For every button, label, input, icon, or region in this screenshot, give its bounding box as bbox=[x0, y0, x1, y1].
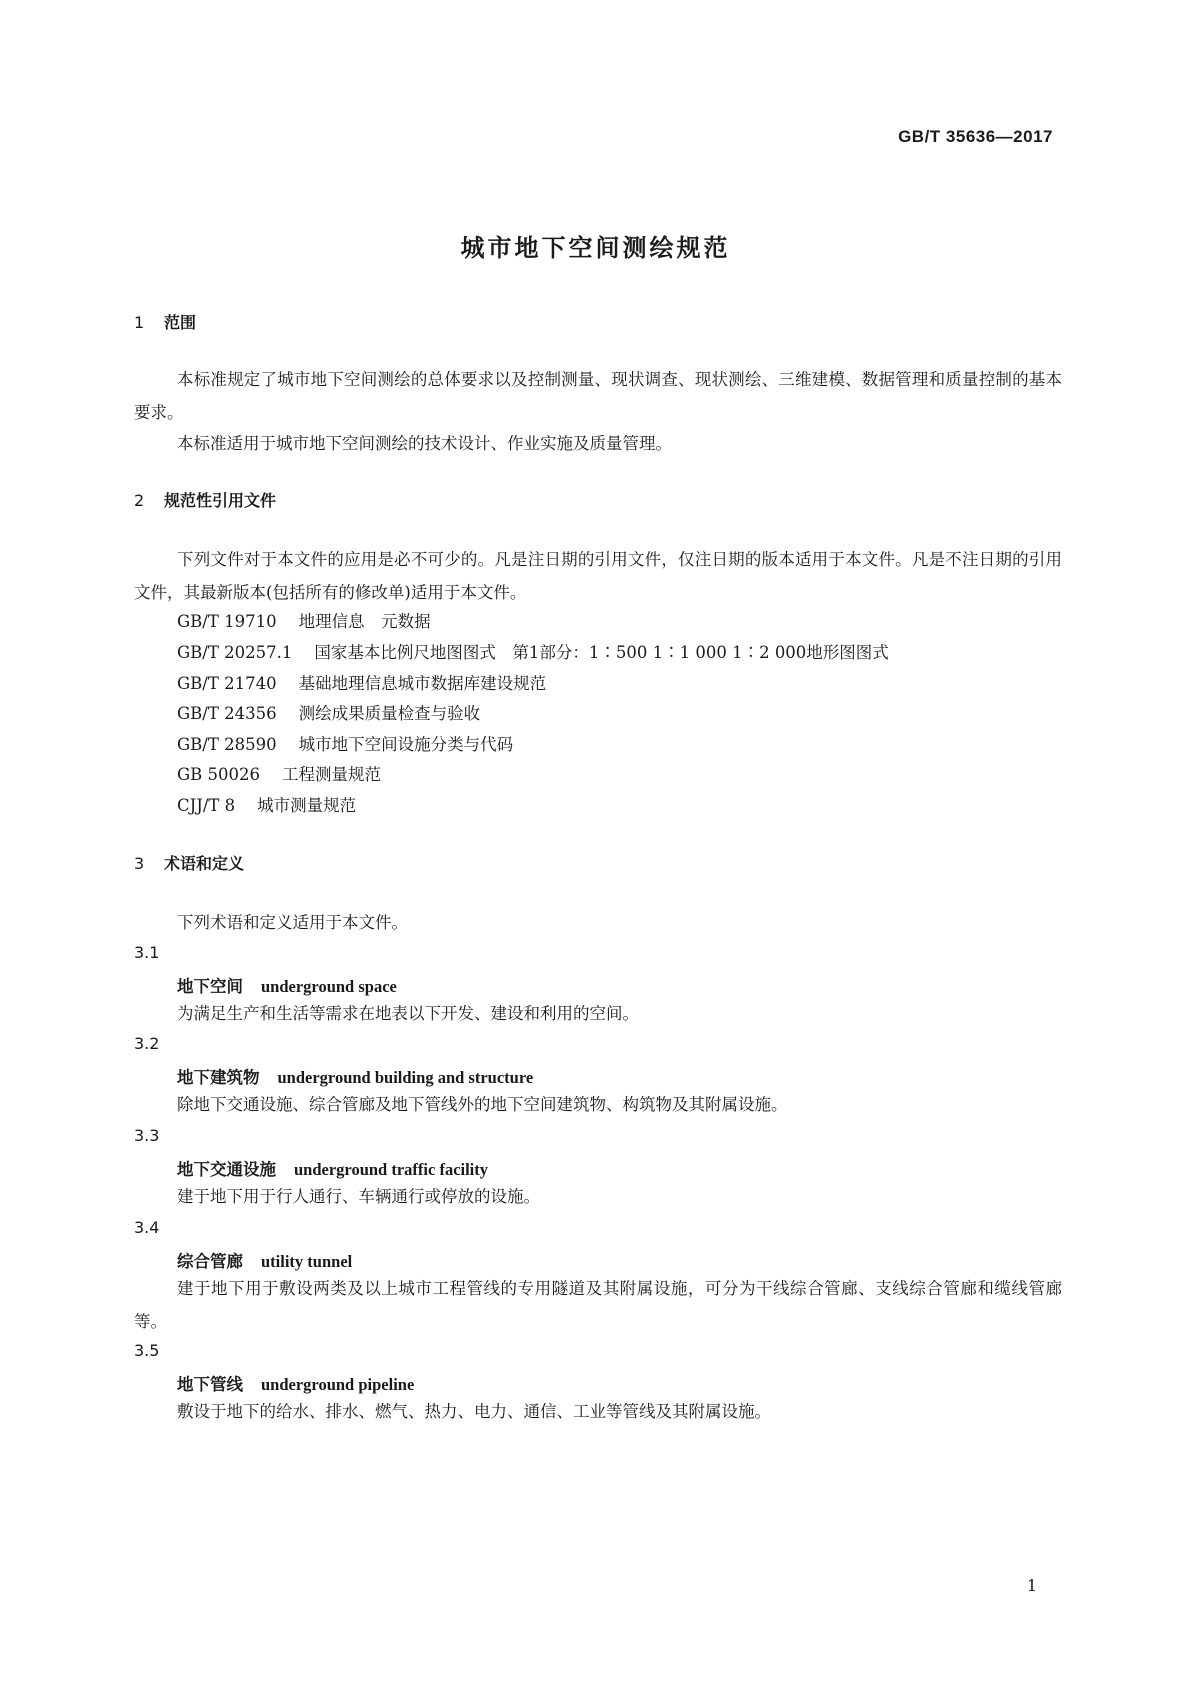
document-title: 城市地下空间测绘规范 bbox=[460, 234, 731, 262]
reference-item bbox=[177, 639, 889, 663]
reference-code: CJJ/T 8 bbox=[177, 796, 236, 815]
term-definition: 建于地下用于敷设两类及以上城市工程管线的专用隧道及其附属设施，可分为干线综合管廊、支线综合管廊和缆线管廊等。 bbox=[134, 1279, 1062, 1331]
section-title: 范围 bbox=[164, 313, 197, 332]
term-definition: 建于地下用于行人通行、车辆通行或停放的设施。 bbox=[177, 1187, 540, 1206]
reference-item bbox=[177, 731, 513, 755]
scope-paragraph-2: 本标准适用于城市地下空间测绘的技术设计、作业实施及质量管理。 bbox=[177, 434, 672, 453]
reference-code: GB/T 19710 bbox=[177, 612, 277, 631]
term-heading bbox=[177, 973, 397, 997]
term-number: 3.1 bbox=[134, 943, 160, 962]
normative-intro-paragraph: 下列文件对于本文件的应用是必不可少的。凡是注日期的引用文件，仅注日期的版本适用于本文件。凡是不注日期的引用文件，其最新版本(包括所有的修改单)适用于本文件。 bbox=[134, 550, 1062, 602]
reference-item bbox=[177, 761, 381, 785]
reference-item bbox=[177, 792, 356, 816]
reference-title: 城市地下空间设施分类与代码 bbox=[298, 735, 514, 754]
reference-title: 国家基本比例尺地图图式 第1部分：1∶500 1∶1 000 1∶2 000地形图图式 bbox=[314, 643, 889, 662]
term-chinese: 地下管线 bbox=[177, 1375, 243, 1394]
term-chinese: 地下空间 bbox=[177, 977, 243, 996]
term-definition: 敷设于地下的给水、排水、燃气、热力、电力、通信、工业等管线及其附属设施。 bbox=[177, 1402, 771, 1421]
term-english: underground space bbox=[261, 977, 397, 996]
term-english: underground pipeline bbox=[261, 1375, 415, 1394]
reference-code: GB/T 20257.1 bbox=[177, 643, 293, 662]
term-number: 3.4 bbox=[134, 1218, 160, 1237]
reference-code: GB/T 28590 bbox=[177, 735, 277, 754]
section-number: 3 bbox=[134, 854, 145, 873]
term-number: 3.5 bbox=[134, 1341, 160, 1360]
page-number: 1 bbox=[1026, 1576, 1037, 1595]
term-definition: 为满足生产和生活等需求在地表以下开发、建设和利用的空间。 bbox=[177, 1004, 639, 1023]
term-definition: 除地下交通设施、综合管廊及地下管线外的地下空间建筑物、构筑物及其附属设施。 bbox=[177, 1095, 788, 1114]
term-number: 3.2 bbox=[134, 1034, 160, 1053]
reference-item bbox=[177, 670, 546, 694]
reference-code: GB/T 21740 bbox=[177, 674, 277, 693]
term-number: 3.3 bbox=[134, 1126, 160, 1145]
reference-title: 城市测量规范 bbox=[257, 796, 357, 815]
reference-title: 工程测量规范 bbox=[282, 765, 382, 784]
term-chinese: 地下建筑物 bbox=[177, 1068, 260, 1087]
term-heading bbox=[177, 1156, 488, 1180]
term-english: underground building and structure bbox=[277, 1068, 534, 1087]
term-chinese: 地下交通设施 bbox=[177, 1160, 276, 1179]
section-heading-terms bbox=[134, 851, 244, 874]
term-heading bbox=[177, 1064, 533, 1088]
reference-code: GB 50026 bbox=[177, 765, 261, 784]
term-english: underground traffic facility bbox=[294, 1160, 489, 1179]
terms-intro-paragraph: 下列术语和定义适用于本文件。 bbox=[177, 913, 408, 932]
term-english: utility tunnel bbox=[261, 1252, 353, 1271]
term-heading bbox=[177, 1248, 352, 1272]
reference-item bbox=[177, 700, 480, 724]
reference-title: 地理信息 元数据 bbox=[298, 612, 431, 631]
reference-code: GB/T 24356 bbox=[177, 704, 277, 723]
reference-title: 基础地理信息城市数据库建设规范 bbox=[298, 674, 547, 693]
reference-title: 测绘成果质量检查与验收 bbox=[298, 704, 481, 723]
section-title: 术语和定义 bbox=[164, 854, 245, 873]
term-heading bbox=[177, 1371, 414, 1395]
standard-code: GB/T 35636—2017 bbox=[898, 127, 1053, 146]
section-number: 2 bbox=[134, 491, 145, 510]
section-number: 1 bbox=[134, 313, 145, 332]
section-heading-scope bbox=[134, 310, 196, 333]
reference-item bbox=[177, 608, 431, 632]
section-heading-normative-references bbox=[134, 488, 276, 511]
scope-paragraph-1: 本标准规定了城市地下空间测绘的总体要求以及控制测量、现状调查、现状测绘、三维建模、数据管理和质量控制的基本要求。 bbox=[134, 370, 1062, 422]
section-title: 规范性引用文件 bbox=[164, 491, 277, 510]
term-chinese: 综合管廊 bbox=[177, 1252, 243, 1271]
